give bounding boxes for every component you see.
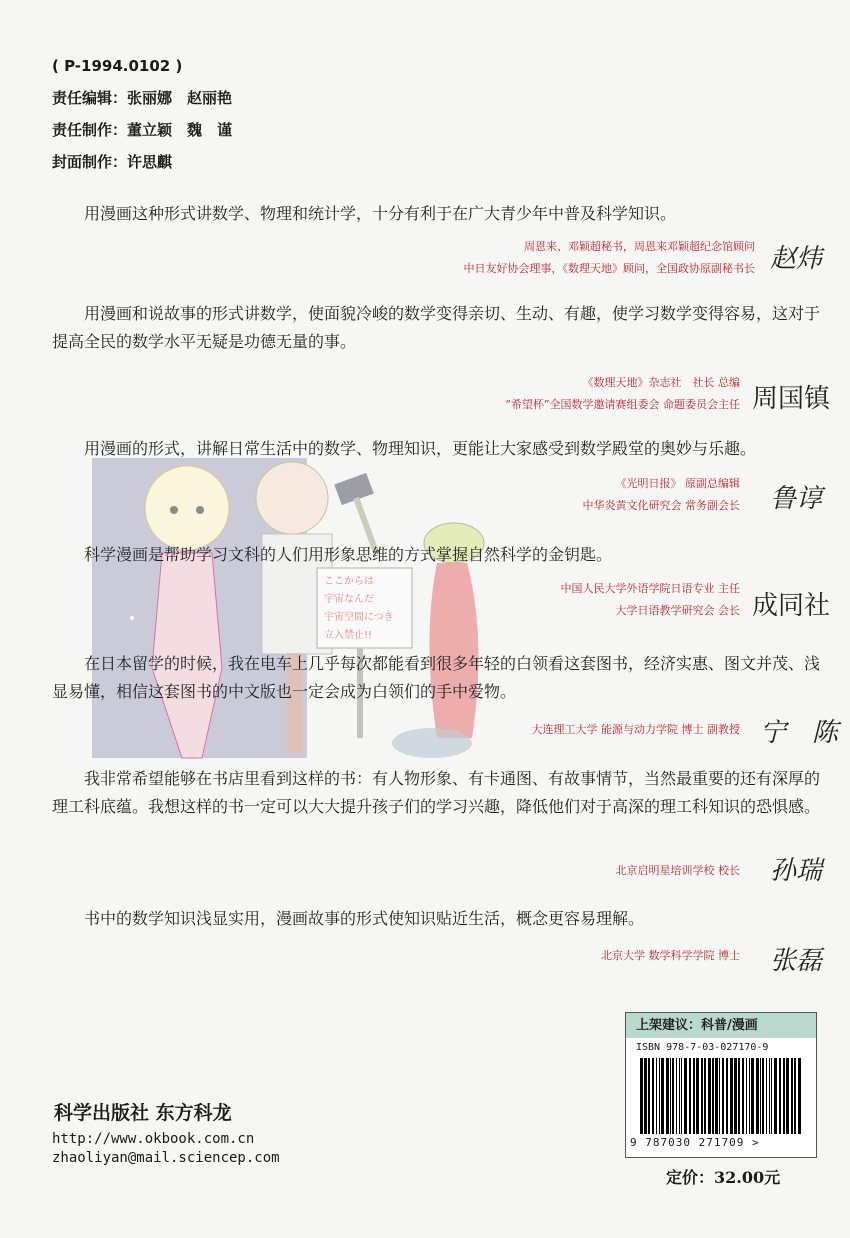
quote-text: 在日本留学的时候，我在电车上几乎每次都能看到很多年轻的白领看这套图书，经济实惠、图文并茂、浅显易懂，相信这套图书的中文版也一定会成为白领们的手中爱物。 [52,654,821,701]
attribution-line: 北京启明星培训学校 校长 [615,864,740,877]
barcode-bar [696,1058,699,1134]
attribution-line: 中日友好协会理事，《数理天地》顾问，全国政协原副秘书长 [463,262,755,275]
barcode-bar [715,1058,718,1134]
barcode [638,1058,806,1134]
barcode-digits: 9 787030 271709 > [630,1136,760,1149]
barcode-bar [708,1058,711,1134]
barcode-bar [648,1058,650,1134]
barcode-bar [774,1058,777,1134]
barcode-bar [766,1058,767,1134]
barcode-bar [798,1058,801,1134]
barcode-bar [738,1058,740,1134]
attribution-line: 周恩来、邓颖超秘书，周恩来邓颖超纪念馆顾问 [524,240,755,253]
barcode-bar [756,1058,759,1134]
barcode-bar [659,1058,660,1134]
barcode-bar [722,1058,724,1134]
production-line: 责任制作：董立颖 魏 谨 [52,121,233,139]
barcode-bar [749,1058,750,1134]
sign-line: 宇宙空間につき [324,612,394,623]
quote-attribution [601,945,740,967]
barcode-bar [719,1058,720,1134]
barcode-bar [791,1058,793,1134]
attribution-line: 中华炎黄文化研究会 常务副会长 [582,499,740,512]
barcode-bar [681,1058,682,1134]
publisher-email[interactable]: zhaoliyan@mail.sciencep.com [52,1150,280,1166]
signature: 鲁谆 [770,484,823,514]
barcode-bar [684,1058,687,1134]
barcode-bar [652,1058,654,1134]
signature: 宁 陈 [760,718,839,748]
credits-block [52,50,232,178]
barcode-bar [734,1058,737,1134]
sign-line: 宇宙なんだ [324,594,374,605]
barcode-bar [644,1058,647,1134]
barcode-bar [771,1058,772,1134]
shelf-suggestion: 上架建议：科普/漫画 [625,1012,817,1039]
publisher-name: 科学出版社 东方科龙 [54,1102,232,1124]
barcode-bar [666,1058,669,1134]
barcode-bar [693,1058,695,1134]
barcode-bar [751,1058,754,1134]
attribution-line: 《光明日报》 原副总编辑 [615,477,740,490]
isbn-number: ISBN 978-7-03-027170-9 [636,1042,769,1053]
publisher-contact [52,1130,280,1168]
attribution-line: 《数理天地》杂志社 社长 总编 [582,376,740,389]
attribution-line: 大连理工大学 能源与动力学院 博士 副教授 [531,723,740,736]
quote-text: 我非常希望能够在书店里看到这样的书：有人物形象、有卡通图、有故事情节，当然最重要的还有深厚的理工科底蕴。我想这样的书一定可以大大提升孩子们的学习兴趣，降低他们对于高深的理工科知识的恐惧感。 [52,769,821,816]
barcode-bar [704,1058,706,1134]
quote-text: 用漫画和说故事的形式讲数学，使面貌冷峻的数学变得亲切、生动、有趣，使学习数学变得容易，这对于提高全民的数学水平无疑是功德无量的事。 [52,304,821,351]
sign-line: 立入禁止!! [324,630,373,641]
signature: 成同社 [752,591,831,621]
signature: 孙瑞 [770,856,823,886]
quote-attribution [583,473,741,517]
sign-line: ここからは [324,576,374,587]
barcode-bar [794,1058,796,1134]
attribution-line: “希望杯”全国数学邀请赛组委会 命题委员会主任 [505,398,740,411]
barcode-bar [656,1058,657,1134]
barcode-bar [726,1058,728,1134]
isbn-box [625,1038,817,1158]
quote-text: 用漫画的形式，讲解日常生活中的数学、物理知识，更能让大家感受到数学殿堂的奥妙与乐趣。 [84,439,757,458]
cover-line: 封面制作：许思麒 [52,153,173,171]
barcode-bar [786,1058,789,1134]
barcode-bar [783,1058,785,1134]
quote-text: 书中的数学知识浅显实用，漫画故事的形式使知识贴近生活，概念更容易理解。 [84,909,645,928]
barcode-bar [679,1058,680,1134]
star-icon [130,616,134,620]
quote-attribution [532,719,741,741]
barcode-bar [712,1058,714,1134]
cartoon-illustration [92,438,562,778]
quote-text: 科学漫画是帮助学习文科的人们用形象思维的方式掌握自然科学的金钥匙。 [84,545,613,564]
signature: 张磊 [770,946,823,976]
barcode-bar [760,1058,761,1134]
barcode-bar [676,1058,677,1134]
editors-line: 责任编辑：张丽娜 赵丽艳 [52,89,233,107]
barcode-bar [670,1058,671,1134]
barcode-bar [779,1058,781,1134]
quote-attribution [505,372,740,416]
quote-attribution [616,860,741,882]
barcode-bar [762,1058,764,1134]
signature: 周国镇 [752,384,831,414]
price: 定价：32.00元 [666,1168,781,1187]
quote-attribution [561,578,741,622]
barcode-bar [769,1058,770,1134]
attribution-line: 北京大学 数学科学学院 博士 [601,949,740,962]
barcode-bar [661,1058,664,1134]
quote-text: 用漫画这种形式讲数学、物理和统计学，十分有利于在广大青少年中普及科学知识。 [84,204,677,223]
signature: 赵炜 [770,244,823,274]
barcode-bar [746,1058,747,1134]
attribution-line: 大学日语教学研究会 会长 [615,604,740,617]
attribution-line: 中国人民大学外语学院日语专业 主任 [560,582,740,595]
publisher-url[interactable]: http://www.okbook.com.cn [52,1131,255,1147]
barcode-bar [730,1058,733,1134]
barcode-bar [672,1058,674,1134]
book-code: ( P-1994.0102 ) [52,57,183,75]
barcode-bar [689,1058,691,1134]
barcode-bar [701,1058,703,1134]
barcode-bar [640,1058,643,1134]
barcode-bar [742,1058,744,1134]
quote-attribution [464,236,756,280]
